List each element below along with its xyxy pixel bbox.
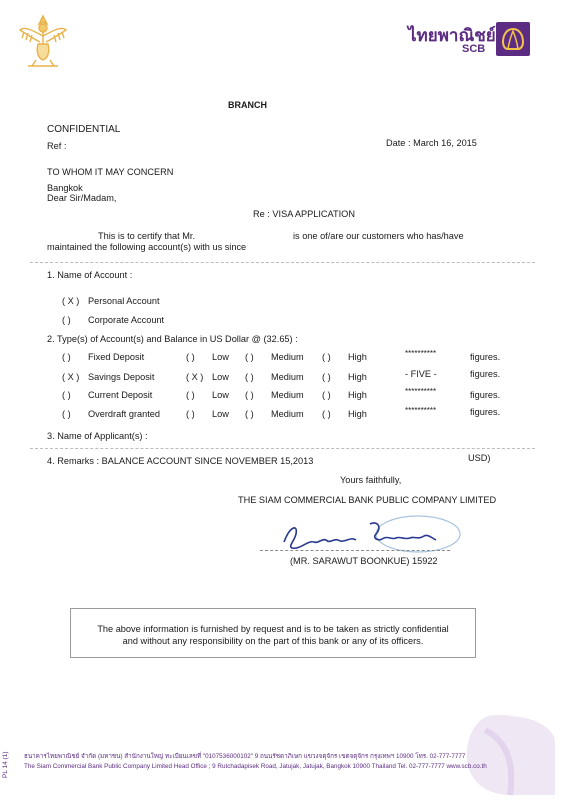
maintained-text: maintained the following account(s) with us since	[47, 242, 247, 252]
garuda-emblem-icon	[18, 12, 68, 70]
high-mark: ( )	[322, 372, 331, 382]
company-name: THE SIAM COMMERCIAL BANK PUBLIC COMPANY LIMITED	[238, 495, 497, 505]
account-type: Savings Deposit	[88, 372, 155, 382]
low-label: Low	[212, 372, 229, 382]
low-mark: ( )	[186, 409, 195, 419]
high-label: High	[348, 409, 367, 419]
figures-unit: figures.	[470, 390, 501, 400]
account-type: Overdraft granted	[88, 409, 161, 419]
salutation: Dear Sir/Madam,	[47, 193, 117, 203]
corporate-account-label: Corporate Account	[88, 315, 165, 325]
type-mark: ( )	[62, 409, 71, 419]
scb-shell-icon	[496, 22, 530, 56]
medium-mark: ( )	[245, 372, 254, 382]
currency-label: USD)	[468, 453, 491, 463]
ref-label: Ref :	[47, 141, 67, 151]
account-type: Fixed Deposit	[88, 352, 145, 362]
medium-mark: ( )	[245, 390, 254, 400]
medium-mark: ( )	[245, 409, 254, 419]
low-label: Low	[212, 352, 229, 362]
figures-unit: figures.	[470, 369, 501, 379]
notice-line-2: and without any responsibility on the part of this bank or any of its officers.	[122, 636, 424, 646]
notice-line-1: The above information is furnished by request and is to be taken as strictly confidential	[97, 624, 449, 634]
account-type: Current Deposit	[88, 390, 153, 400]
high-mark: ( )	[322, 390, 331, 400]
high-label: High	[348, 372, 367, 382]
low-mark: ( )	[186, 352, 195, 362]
signature	[278, 512, 468, 562]
personal-account-label: Personal Account	[88, 296, 160, 306]
section1-title: 1. Name of Account :	[47, 270, 133, 280]
bank-brand: SCB	[462, 43, 486, 55]
footer-thai-address: ธนาคารไทยพาณิชย์ จำกัด (มหาชน) สำนักงานใหญ่ ทะเบียนเลขที่ "0107536000102" 9 ถนนรัชดาภิเษก แขวงจตุจักร เขตจตุจักร กรุงเทพฯ 10900 โทร. 02-777-7777	[24, 753, 466, 760]
medium-label: Medium	[271, 390, 304, 400]
bank-thai-name: ไทยพาณิชย์	[408, 26, 496, 45]
branch-label: BRANCH	[228, 100, 267, 110]
closing-phrase: Yours faithfully,	[340, 475, 402, 485]
recipient: TO WHOM IT MAY CONCERN	[47, 167, 174, 177]
low-mark: ( X )	[186, 372, 204, 382]
footer-english-address: The Siam Commercial Bank Public Company Limited Head Office ; 9 Rutchadapisek Road, Jatujak, Jatujak, Bangkok 10900 Thailand Tel. 02-777-7777 www.scb.co.th	[24, 763, 487, 770]
customer-text: is one of/are our customers who has/have	[293, 231, 464, 241]
amount: - FIVE -	[405, 369, 437, 379]
section4-remarks: 4. Remarks : BALANCE ACCOUNT SINCE NOVEMBER 15,2013	[47, 456, 314, 466]
low-label: Low	[212, 390, 229, 400]
corporate-account-mark: ( )	[62, 315, 71, 325]
confidential-label: CONFIDENTIAL	[47, 124, 121, 135]
medium-mark: ( )	[245, 352, 254, 362]
divider	[30, 448, 535, 449]
figures-unit: figures.	[470, 407, 501, 417]
type-mark: ( )	[62, 352, 71, 362]
low-mark: ( )	[186, 390, 195, 400]
confidentiality-notice	[70, 608, 476, 658]
amount: **********	[405, 349, 437, 358]
type-mark: ( X )	[62, 372, 80, 382]
medium-label: Medium	[271, 352, 304, 362]
figures-unit: figures.	[470, 352, 501, 362]
signature-line	[260, 550, 450, 551]
form-code: PL 14 (1)	[2, 751, 9, 778]
divider	[30, 262, 535, 263]
medium-label: Medium	[271, 409, 304, 419]
personal-account-mark: ( X )	[62, 296, 80, 306]
section3-title: 3. Name of Applicant(s) :	[47, 431, 148, 441]
high-label: High	[348, 390, 367, 400]
high-mark: ( )	[322, 409, 331, 419]
certify-text: This is to certify that Mr.	[98, 231, 196, 241]
medium-label: Medium	[271, 372, 304, 382]
high-label: High	[348, 352, 367, 362]
amount: **********	[405, 387, 437, 396]
section2-title: 2. Type(s) of Account(s) and Balance in US Dollar @ (32.65) :	[47, 334, 298, 344]
signatory-name: (MR. SARAWUT BOONKUE) 15922	[290, 556, 438, 566]
type-mark: ( )	[62, 390, 71, 400]
scb-watermark-icon	[455, 710, 565, 800]
amount: **********	[405, 406, 437, 415]
letter-date: Date : March 16, 2015	[386, 138, 477, 148]
high-mark: ( )	[322, 352, 331, 362]
low-label: Low	[212, 409, 229, 419]
city: Bangkok	[47, 183, 83, 193]
subject-line: Re : VISA APPLICATION	[253, 209, 355, 219]
